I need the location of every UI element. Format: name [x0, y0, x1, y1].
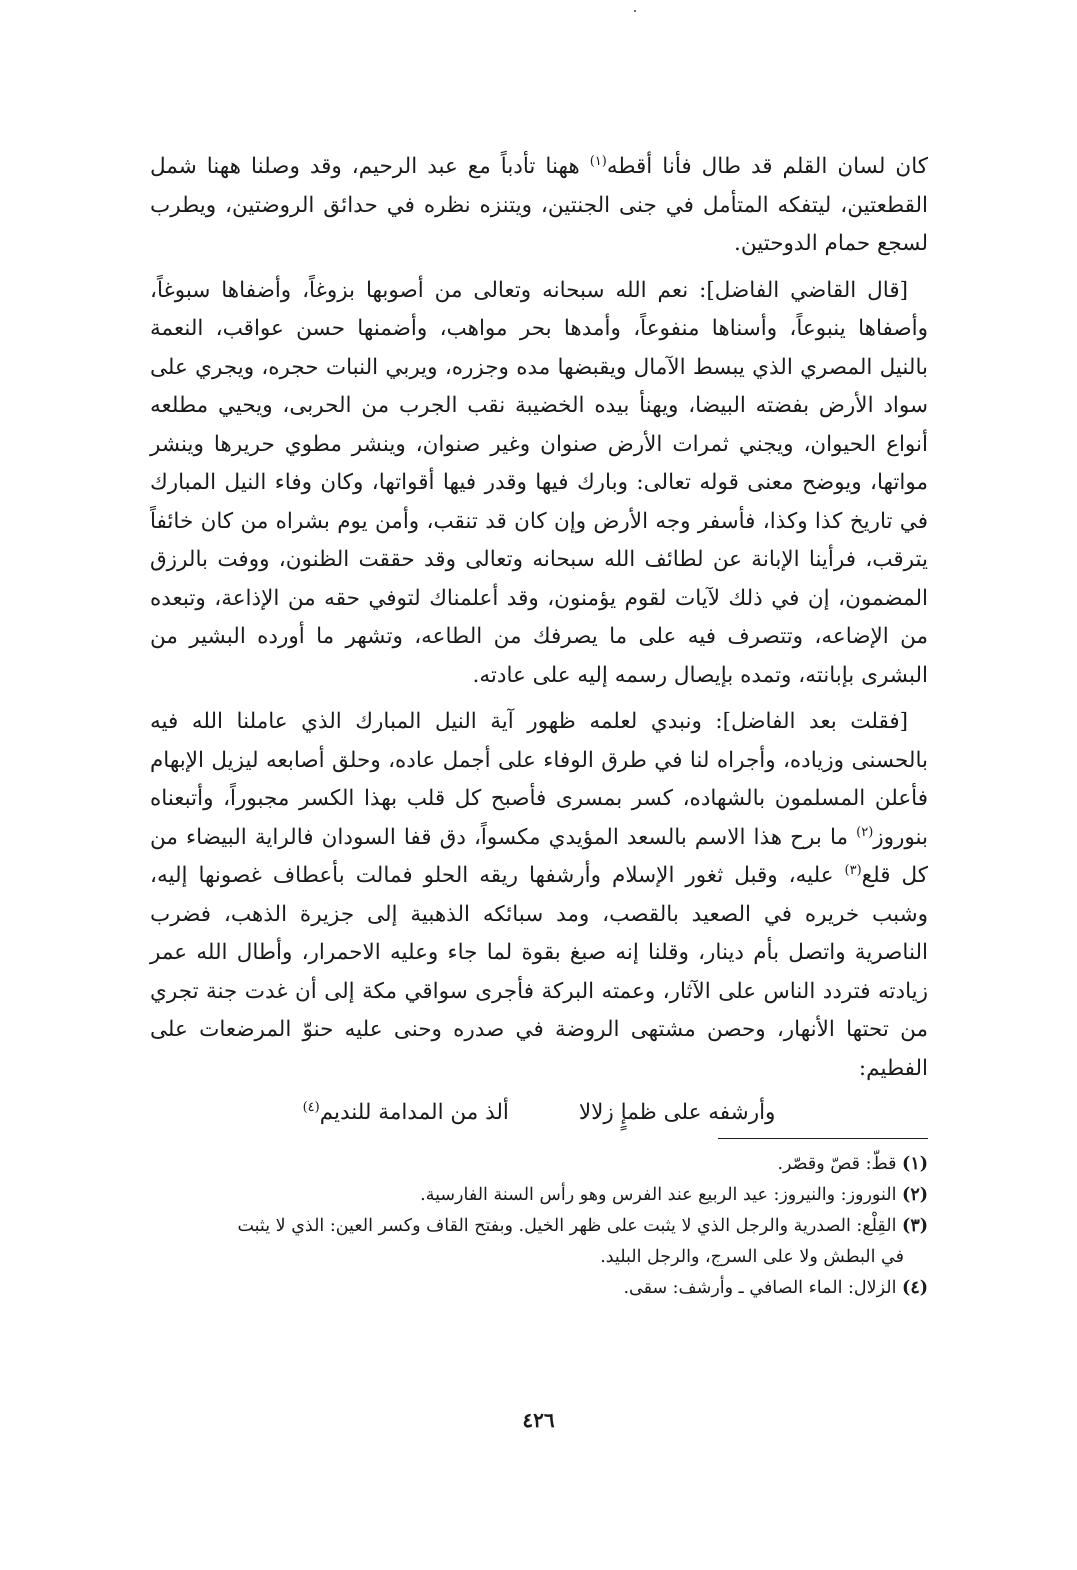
poem-second-hemistich	[303, 1094, 509, 1132]
paragraph-3-text-c: عليه، وقبل ثغور الإسلام وأرشفها ريقه الحلو فمالت بأعطاف غصونها إليه، وشبب خريره في الصعيد بالقصب، ومد سبائكه الذهبية إلى جزيرة الذهب، فضرب الناصرية واتصل بأم دينار، وقلنا إنه صبغ بقوة لما جاء وعليه الاحمرار، وأطال الله عمر زيادته فتردد الناس على الآثار، وعمته البركة فأجرى سواقي مكة إلى أن غدت جنة تجري من تحتها الأنهار، وحصن مشتهى الروضة في صدره وحنى عليه حنوّ المرضعات على الفطيم:	[150, 863, 928, 1081]
paragraph-2	[150, 272, 928, 696]
footnote-ref-2: (٢)	[856, 824, 874, 840]
paragraph-2-text: [قال القاضي الفاضل]: نعم الله سبحانه وتعالى من أصوبها بزوغاً، وأضفاها سبوغاً، وأصفاها ينبوعاً، وأسناها منفوعاً، وأمدها بحر مواهب، وأضمنها حسن عواقب، النعمة بالنيل المصري الذي يبسط الآمال ويقبضها مده وجزره، ويربي النبات حجره، ويجري على سواد الأرض بفضته البيضا، ويهنأ بيده الخضيبة نقب الجرب من الحربى، ويحيي مطلعه أنواع الحيوان، ويجني ثمرات الأرض صنوان وغير صنوان، وينشر مطوي حريرها وينشر مواتها، ويوضح معنى قوله تعالى: وبارك فيها وقدر فيها أقواتها، وكان وفاء النيل المبارك في تاريخ كذا وكذا، فأسفر وجه الأرض وإن كان قد تنقب، وأمن يوم بشراه من كان خائفاً يترقب، فرأينا الإبانة عن لطائف الله سبحانه وتعالى وقد حققت الظنون، ووفت بالرزق المضمون، إن في ذلك لآيات لقوم يؤمنون، وقد أعلمناك لتوفي حقه من الإذاعة، وتبعده من الإضاعه، وتتصرف فيه على ما يصرفك من الطاعه، وتشهر ما أورده البشير من البشرى بإبانته، وتمده بإيصال رسمه إليه على عادته.	[150, 277, 928, 688]
paragraph-3-text-b: ما برح هذا الاسم بالسعد المؤيدي مكسواً، دق قفا السودان فالراية البيضاء من كل قلع	[150, 824, 928, 888]
paragraph-1-text-a: كان لسان القلم قد طال فأنا أقطه	[606, 154, 928, 179]
footnote-4-text: الزلال: الماء الصافي ـ وأرشف: سقى.	[623, 1278, 897, 1298]
paragraph-1	[150, 148, 928, 264]
scan-speck	[634, 10, 636, 12]
poem-first-hemistich: وأرشفه على ظمإٍ زلالا	[578, 1100, 776, 1125]
footnote-ref-3: (٣)	[844, 862, 862, 878]
footnote-2-number: (٢)	[902, 1185, 928, 1205]
paragraph-1-text-b: ههنا تأدباً مع عبد الرحيم، وقد وصلنا ههنا شمل القطعتين، ليتفكه المتأمل في جنى الجنتين، ويتنزه نظره في حدائق الروضتين، ويطرب لسجع حمام الدوحتين.	[150, 154, 928, 256]
footnote-1-number: (١)	[902, 1154, 928, 1174]
paragraph-3	[150, 703, 928, 1088]
page-number: ٤٢٦	[522, 1408, 555, 1432]
footnotes	[150, 1149, 928, 1304]
poem-verse	[150, 1094, 928, 1132]
footnote-4-number: (٤)	[902, 1278, 928, 1298]
footnote-ref-1: (١)	[589, 153, 607, 169]
footnote-2	[150, 1180, 928, 1211]
footnote-3-text: القِلْع: الصدرية والرجل الذي لا يثبت على ظهر الخيل. وبفتح القاف وكسر العين: الذي لا يثبت	[237, 1216, 897, 1236]
footnote-3-continuation: في البطش ولا على السرج، والرجل البليد.	[600, 1247, 904, 1267]
footnote-2-text: النوروز: والنيروز: عيد الربيع عند الفرس وهو رأس السنة الفارسية.	[420, 1185, 897, 1205]
footnote-3	[150, 1211, 928, 1273]
poem-second-hemistich-text: ألذ من المدامة للنديم	[319, 1100, 509, 1125]
footnote-3-number: (٣)	[902, 1216, 928, 1236]
footnote-1-text: قطّ: قصّ وقصّر.	[777, 1154, 897, 1174]
footnote-4	[150, 1273, 928, 1304]
footnote-divider	[718, 1138, 928, 1139]
footnote-1	[150, 1149, 928, 1180]
paragraph-3-text-a: [فقلت بعد الفاضل]: ونبدي لعلمه ظهور آية النيل المبارك الذي عاملنا الله فيه بالحسنى وزياده، وأجراه لنا في طرق الوفاء على أجمل عاده، وحلق أصابعه ليزيل الإبهام فأعلن المسلمون بالشهاده، كسر بمسرى فأصبح كل قلب بهذا الكسر مجبوراً، وأتبعناه بنوروز	[150, 709, 928, 850]
footnote-ref-4: (٤)	[302, 1099, 320, 1115]
page-body	[150, 148, 928, 1304]
